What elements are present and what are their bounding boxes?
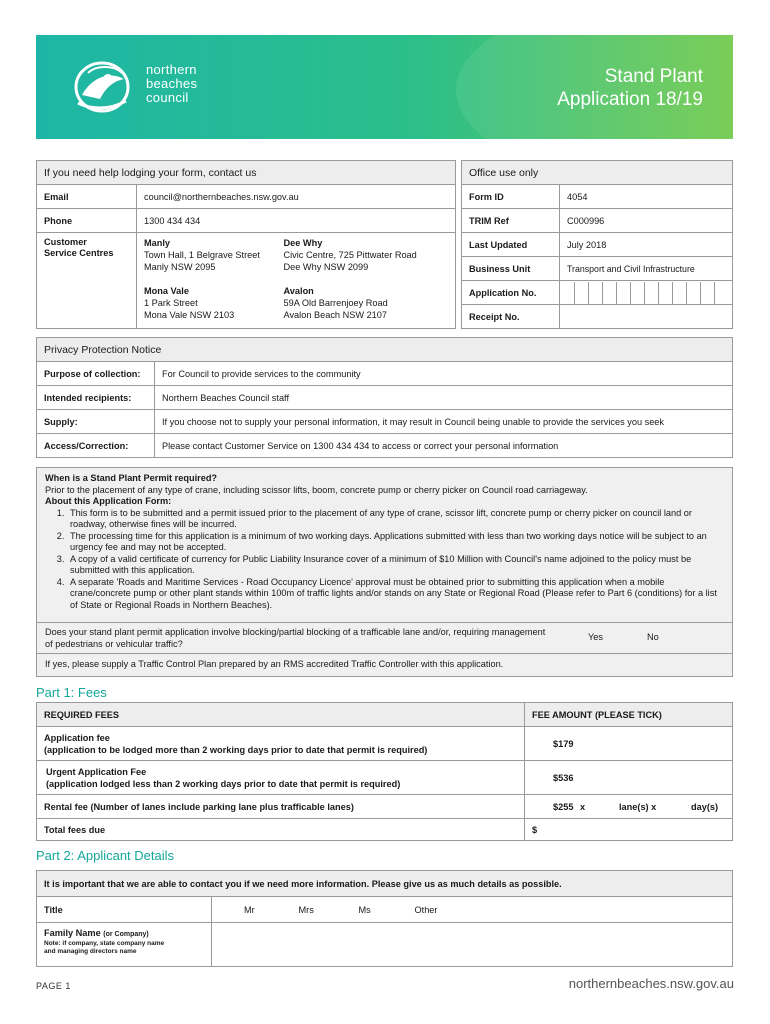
info-list-item: 3. A copy of a valid certificate of currency for Public Liability Insurance cover of a minimum of $10 Million with Council's name adjoined to the policy must be submitted with this application.: [67, 554, 724, 577]
info-list: [67, 508, 724, 612]
app-fee-amount[interactable]: $179: [525, 727, 733, 761]
traffic-yes-option[interactable]: Yes: [588, 632, 603, 642]
privacy-heading: Privacy Protection Notice: [37, 338, 733, 362]
monavale-line-2: Mona Vale NSW 2103: [144, 310, 235, 320]
brand-line-3: council: [146, 90, 189, 105]
receipt-input[interactable]: [560, 305, 733, 329]
centres-label-2: Service Centres: [44, 248, 114, 258]
deewhy-name: Dee Why: [283, 238, 323, 248]
office-heading: Office use only: [462, 161, 733, 185]
applicant-section-title: Part 2: Applicant Details: [36, 848, 175, 863]
page-number: PAGE 1: [36, 981, 71, 991]
privacy-value-access: Please contact Customer Service on 1300 434 434 to access or correct your personal information: [155, 434, 733, 458]
avalon-line-1: 59A Old Barrenjoey Road: [283, 298, 388, 308]
unit-label: Business Unit: [462, 257, 560, 281]
urgent-fee-cell: [37, 761, 525, 795]
privacy-value-recipients: Northern Beaches Council staff: [155, 386, 733, 410]
total-fees-value[interactable]: $: [525, 819, 733, 841]
centres-label: [37, 233, 137, 329]
manly-line-2: Manly NSW 2095: [144, 262, 216, 272]
rental-fee-days: day(s): [691, 802, 719, 812]
title-label: Title: [37, 897, 212, 923]
total-fees-label: Total fees due: [37, 819, 525, 841]
updated-label: Last Updated: [462, 233, 560, 257]
applicant-table: [36, 870, 733, 967]
traffic-no-option[interactable]: No: [647, 632, 659, 642]
title-option-mrs[interactable]: Mrs: [292, 897, 352, 923]
centres-col-1: [137, 233, 277, 329]
privacy-value-supply: If you choose not to supply your personal information, it may result in Council being unable to provide the services you seek: [155, 410, 733, 434]
trim-label: TRIM Ref: [462, 209, 560, 233]
fees-col-amount: FEE AMOUNT (PLEASE TICK): [525, 703, 733, 727]
phone-value: 1300 434 434: [137, 209, 456, 233]
fees-section-title: Part 1: Fees: [36, 685, 107, 700]
title-option-other[interactable]: Other: [408, 897, 733, 923]
info-list-item: 4. A separate 'Roads and Maritime Services - Road Occupancy Licence' approval must be obtained prior to submitting this application when a mobile crane/concrete pump or other plant stands within 100m of traffic lights and/or stands on any State or Regional Road (Please refer to Part 6 (conditions) for a list of State or Regional Roads in Northern Beaches).: [67, 577, 724, 612]
manly-name: Manly: [144, 238, 171, 248]
privacy-label-purpose: Purpose of collection:: [37, 362, 155, 386]
privacy-value-purpose: For Council to provide services to the community: [155, 362, 733, 386]
traffic-note: If yes, please supply a Traffic Control Plan prepared by an RMS accredited Traffic Controller with this application.: [45, 659, 504, 669]
privacy-label-supply: Supply:: [37, 410, 155, 434]
privacy-label-access: Access/Correction:: [37, 434, 155, 458]
app-fee-desc: (application to be lodged more than 2 working days prior to date that permit is required): [44, 744, 428, 755]
office-table: [461, 160, 733, 329]
rental-fee-cell[interactable]: [525, 795, 733, 819]
appno-label: Application No.: [462, 281, 560, 305]
form-title-line-1: Stand Plant: [604, 66, 703, 87]
privacy-table: [36, 337, 733, 458]
app-fee-cell: [37, 727, 525, 761]
form-id-label: Form ID: [462, 185, 560, 209]
footer-url: northernbeaches.nsw.gov.au: [568, 976, 734, 991]
brand-line-2: beaches: [146, 76, 198, 91]
header-banner: [36, 35, 733, 139]
updated-value: July 2018: [560, 233, 733, 257]
email-value: council@northernbeaches.nsw.gov.au: [137, 185, 456, 209]
appno-input[interactable]: [560, 281, 733, 305]
family-name-label: Family Name: [44, 928, 101, 938]
traffic-question: Does your stand plant permit application involve blocking/partial blocking of a trafficable lane and/or, requiring management of pedestrians or vehicular traffic?: [45, 627, 546, 649]
app-fee-title: Application fee: [44, 732, 110, 743]
form-id-value: 4054: [560, 185, 733, 209]
council-logo-icon: [68, 57, 138, 117]
contact-table: [36, 160, 456, 329]
brand-line-1: northern: [146, 62, 197, 77]
info-question-1: When is a Stand Plant Permit required?: [45, 473, 218, 483]
form-title-line-2: Application 18/19: [557, 89, 703, 110]
privacy-label-recipients: Intended recipients:: [37, 386, 155, 410]
urgent-fee-amount[interactable]: $536: [525, 761, 733, 795]
manly-line-1: Town Hall, 1 Belgrave Street: [144, 250, 260, 260]
deewhy-line-2: Dee Why NSW 2099: [283, 262, 369, 272]
rental-fee-amount: $255: [553, 801, 574, 812]
centres-label-1: Customer: [44, 237, 87, 247]
fees-table: [36, 702, 733, 841]
urgent-fee-desc: (application lodged less than 2 working days prior to date that permit is required): [46, 778, 401, 789]
monavale-name: Mona Vale: [144, 286, 189, 296]
form-title: [557, 65, 703, 111]
email-label: Email: [37, 185, 137, 209]
family-name-input[interactable]: [212, 923, 733, 967]
council-brand: [146, 63, 197, 105]
trim-value: C000996: [560, 209, 733, 233]
avalon-line-2: Avalon Beach NSW 2107: [283, 310, 388, 320]
title-option-ms[interactable]: Ms: [352, 897, 408, 923]
info-answer-1: Prior to the placement of any type of crane, including scissor lifts, boom, concrete pump or cherry picker on Council road carriageway.: [45, 484, 588, 495]
phone-label: Phone: [37, 209, 137, 233]
deewhy-line-1: Civic Centre, 725 Pittwater Road: [283, 250, 417, 260]
rental-fee-lanes: lane(s) x: [619, 802, 657, 812]
family-name-cell: [37, 923, 212, 967]
family-name-sub: (or Company): [103, 931, 149, 938]
monavale-line-1: 1 Park Street: [144, 298, 198, 308]
family-note-2: and managing directors name: [44, 948, 137, 955]
contact-heading: If you need help lodging your form, contact us: [37, 161, 456, 185]
urgent-fee-title: Urgent Application Fee: [46, 766, 147, 777]
unit-value: Transport and Civil Infrastructure: [560, 257, 733, 281]
title-option-mr[interactable]: Mr: [212, 897, 292, 923]
rental-fee-x: x: [580, 801, 586, 812]
info-list-item: 1. This form is to be submitted and a permit issued prior to the placement of any type of crane, scissor lift, concrete pump or cherry picker on council land or roadway, otherwise fines will be incurred.: [67, 508, 724, 531]
avalon-name: Avalon: [283, 286, 314, 296]
info-box: [36, 467, 733, 677]
info-list-item: 2. The processing time for this application is a minimum of two working days. Applications submitted with less than two working days notice will be subject to an urgency fee and may not be accepted.: [67, 531, 724, 554]
rental-fee-label: Rental fee (Number of lanes include parking lane plus trafficable lanes): [37, 795, 525, 819]
applicant-intro: It is important that we are able to contact you if we need more information. Please give us as much details as possible.: [37, 871, 733, 897]
centres-col-2: [277, 233, 456, 329]
family-note-1: Note: if company, state company name: [44, 940, 165, 947]
traffic-question-row: [37, 622, 732, 654]
info-question-2: About this Application Form:: [45, 496, 172, 506]
receipt-label: Receipt No.: [462, 305, 560, 329]
fees-col-required: REQUIRED FEES: [37, 703, 525, 727]
